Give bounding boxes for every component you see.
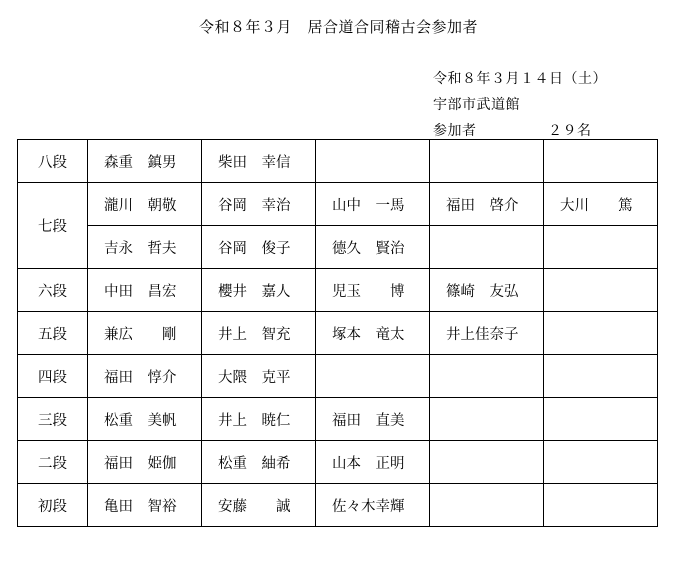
participant-name-cell: 德久 賢治 [316, 226, 430, 269]
participant-name-cell: 佐々木幸輝 [316, 484, 430, 527]
participant-name-cell [430, 398, 544, 441]
participant-name-cell: 福田 直美 [316, 398, 430, 441]
participant-name-cell: 福田 惇介 [88, 355, 202, 398]
participant-name-cell [544, 398, 658, 441]
participant-name-cell [544, 140, 658, 183]
participant-name-cell [316, 355, 430, 398]
rank-cell: 八段 [18, 140, 88, 183]
participant-name-cell [430, 484, 544, 527]
participant-name-cell: 櫻井 嘉人 [202, 269, 316, 312]
page-title: 令和８年３月 居合道合同稽古会参加者 [198, 18, 478, 36]
roster-row-rokudan [18, 269, 658, 312]
participant-name-cell [544, 484, 658, 527]
rank-cell: 六段 [18, 269, 88, 312]
participant-name-cell: 兼広 剛 [88, 312, 202, 355]
roster-row-nidan [18, 441, 658, 484]
participant-count-row [433, 120, 592, 140]
participant-name-cell: 篠崎 友弘 [430, 269, 544, 312]
roster-row-nanadan-continued [18, 226, 658, 269]
roster-row-yondan [18, 355, 658, 398]
roster-row-sandan [18, 398, 658, 441]
participant-roster-table [17, 139, 658, 527]
participant-name-cell [430, 226, 544, 269]
participant-name-cell: 谷岡 幸治 [202, 183, 316, 226]
participant-name-cell: 瀧川 朝敬 [88, 183, 202, 226]
participant-count-value: ２９名 [548, 123, 592, 139]
participant-name-cell: 森重 鎮男 [88, 140, 202, 183]
participant-name-cell [544, 269, 658, 312]
roster-row-nanadan [18, 183, 658, 226]
roster-row-shodan [18, 484, 658, 527]
participant-name-cell [430, 140, 544, 183]
participant-name-cell: 松重 美帆 [88, 398, 202, 441]
event-date: 令和８年３月１４日（土） [433, 71, 607, 87]
roster-row-hachidan [18, 140, 658, 183]
participant-name-cell [316, 140, 430, 183]
participant-name-cell: 谷岡 俊子 [202, 226, 316, 269]
rank-cell: 七段 [18, 183, 88, 269]
rank-cell: 二段 [18, 441, 88, 484]
participant-name-cell [430, 355, 544, 398]
participant-name-cell: 山本 正明 [316, 441, 430, 484]
participant-name-cell: 井上佳奈子 [430, 312, 544, 355]
participant-name-cell: 大隈 克平 [202, 355, 316, 398]
participant-name-cell [430, 441, 544, 484]
participant-name-cell: 福田 啓介 [430, 183, 544, 226]
rank-cell: 四段 [18, 355, 88, 398]
participant-name-cell: 亀田 智裕 [88, 484, 202, 527]
participant-name-cell: 大川 篤 [544, 183, 658, 226]
participant-name-cell: 児玉 博 [316, 269, 430, 312]
participant-name-cell: 山中 一馬 [316, 183, 430, 226]
rank-cell: 初段 [18, 484, 88, 527]
participant-name-cell [544, 441, 658, 484]
participant-name-cell: 井上 智充 [202, 312, 316, 355]
participant-name-cell: 福田 姫伽 [88, 441, 202, 484]
event-venue: 宇部市武道館 [433, 97, 520, 113]
rank-cell: 五段 [18, 312, 88, 355]
participant-name-cell: 吉永 哲夫 [88, 226, 202, 269]
participant-name-cell: 松重 紬希 [202, 441, 316, 484]
rank-cell: 三段 [18, 398, 88, 441]
participant-name-cell: 柴田 幸信 [202, 140, 316, 183]
participant-name-cell [544, 226, 658, 269]
roster-row-godan [18, 312, 658, 355]
participant-name-cell: 中田 昌宏 [88, 269, 202, 312]
participant-count-label: 参加者 [433, 123, 477, 139]
participant-name-cell: 塚本 竜太 [316, 312, 430, 355]
participant-name-cell: 井上 暁仁 [202, 398, 316, 441]
participant-name-cell [544, 312, 658, 355]
participant-name-cell: 安藤 誠 [202, 484, 316, 527]
participant-name-cell [544, 355, 658, 398]
